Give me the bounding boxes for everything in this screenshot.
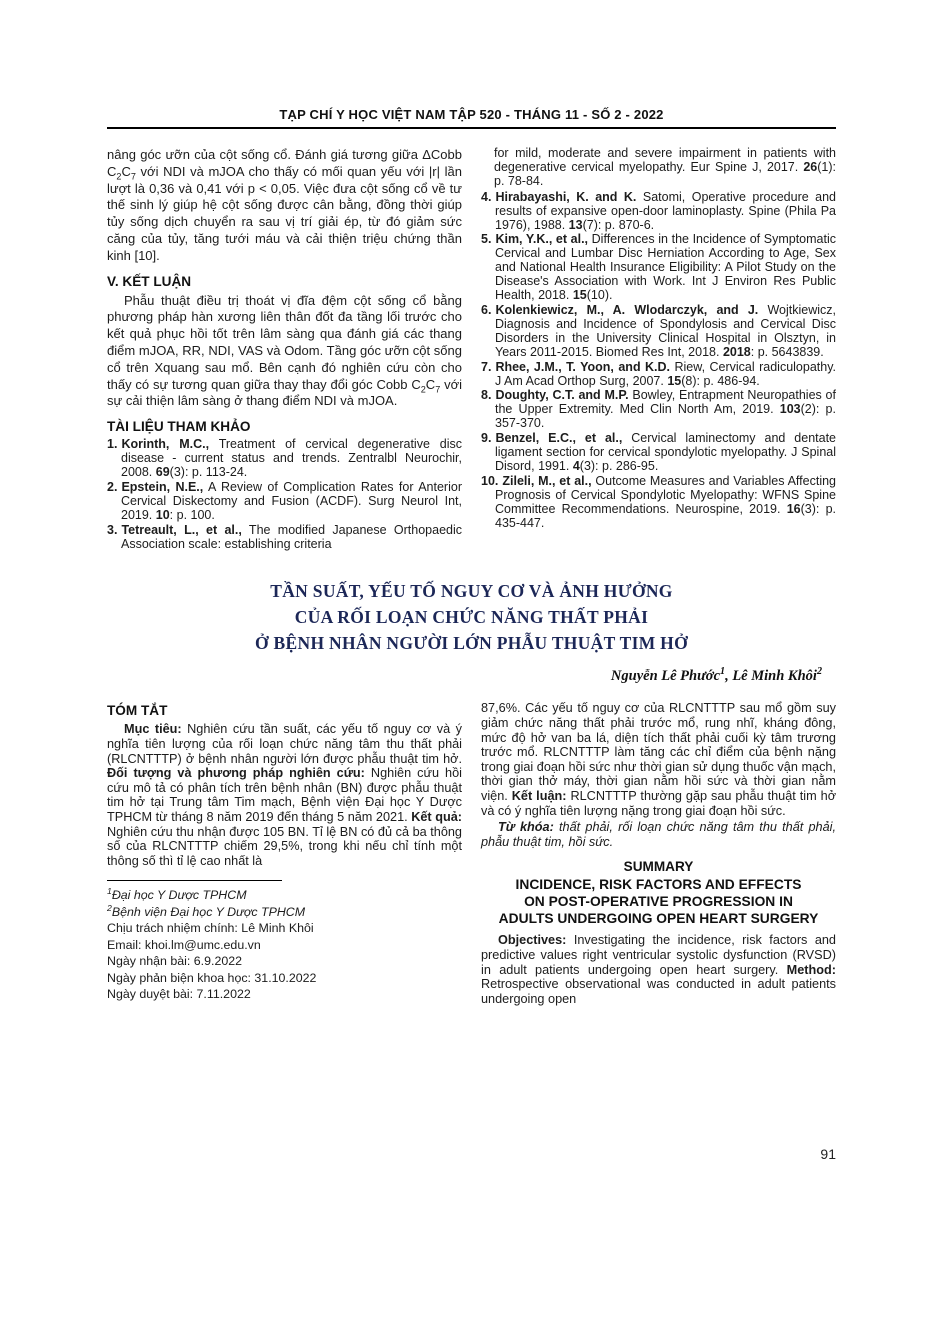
text-segment: với sự cải thiện lâm sàng ở thang điểm NDI và mJOA. — [107, 376, 462, 409]
text-segment: Nghiên cứu thu nhận được 105 BN. Tỉ lệ BN có đủ cả ba thông số của RLCNTTTP chiếm 29,5%, trong khi nếu chỉ tính một thông số thì tỉ lệ cao nhất là — [107, 824, 462, 868]
title-line: INCIDENCE, RISK FACTORS AND EFFECTS — [515, 877, 802, 893]
reference-number: 5. — [481, 232, 492, 247]
reference-text — [495, 388, 836, 430]
top-right-column — [481, 147, 836, 552]
summary-heading: SUMMARY — [623, 859, 694, 875]
journal-header — [107, 107, 836, 129]
reference-number: 2. — [107, 479, 118, 494]
text-segment: Investigating the incidence, risk factors and predictive values right ventricular systolic dysfunction (RVSD) in adult patients undergoing open heart surgery. — [481, 933, 836, 977]
footnote-block — [107, 880, 462, 1003]
reference-text — [495, 474, 836, 530]
text-segment: Tetreault, L., et al., — [121, 522, 242, 537]
text-segment: Outcome Measures and Variables Affecting Prognosis of Cervical Spondylotic Myelopathy: WFNS Spine Committee Recommendations. Neurospine, 2019. — [495, 473, 836, 516]
text-segment: C — [425, 376, 436, 392]
text-segment: thất phải, rối loạn chức năng tâm thu thất phải, phẫu thuật tim, hồi sức. — [481, 820, 837, 849]
reference-number: 9. — [481, 431, 492, 446]
text-segment: Epstein, N.E., — [121, 479, 204, 494]
text-segment: nâng góc ưỡn của cột sống cổ. Đánh giá tương giữa ΔCobb C — [107, 147, 462, 179]
text-segment: 103 — [779, 402, 801, 417]
title-line: Ở BỆNH NHÂN NGƯỜI LỚN PHẪU THUẬT TIM HỞ — [254, 633, 689, 654]
continuation-paragraph — [107, 147, 462, 265]
superscript: 2 — [107, 902, 112, 913]
text-segment: Satomi, Operative procedure and results of expansive open-door laminoplasty. Spine (Phila Pa 1976), 1988. — [495, 189, 837, 232]
reference-item — [481, 389, 836, 431]
text-segment: 15 — [667, 373, 682, 388]
journal-header-text: TẠP CHÍ Y HỌC VIỆT NAM TẬP 520 - THÁNG 11 - SỐ 2 - 2022 — [279, 107, 664, 122]
reference-item — [481, 361, 836, 389]
reference-item — [107, 524, 462, 552]
title-line: CỦA RỐI LOẠN CHỨC NĂNG THẤT PHẢI — [294, 607, 649, 628]
reference-item — [481, 304, 836, 360]
text-segment: (10). — [586, 288, 613, 303]
bottom-left-column — [107, 701, 462, 1006]
text-segment: Hirabayashi, K. and K. — [495, 189, 637, 204]
text-segment: Wojtkiewicz, Diagnosis and Incidence of Spondylosis and Cervical Disc Disorders in the University Clinical Hospital in Olsztyn, in Years 2011-2015. Biomed Res Int, 2018. — [495, 302, 836, 359]
article-body-section — [107, 701, 836, 1006]
reference-text — [495, 190, 836, 232]
text-segment: Kết quả: — [411, 809, 462, 824]
text-segment: Zileli, M., et al., — [502, 473, 592, 488]
superscript: 1 — [720, 666, 726, 678]
text-segment: Objectives: — [498, 933, 567, 948]
text-segment: Từ khóa: — [498, 820, 554, 835]
reference-text — [495, 232, 836, 302]
subscript: 7 — [130, 171, 136, 182]
text-segment: : p. 100. — [169, 507, 215, 522]
text-segment: 26 — [803, 159, 818, 174]
text-segment: (3): p. 286-95. — [579, 458, 659, 473]
reference-text — [121, 523, 462, 551]
text-segment: Nguyễn Lê Phước — [610, 668, 721, 685]
text-segment: (1): p. 78-84. — [494, 159, 836, 188]
summary-title — [481, 876, 836, 927]
reference-number: 4. — [481, 189, 492, 204]
reference-continuation — [481, 147, 836, 189]
reference-list-left — [107, 438, 462, 551]
email-line: Email: khoi.lm@umc.edu.vn — [107, 937, 261, 952]
text-segment: 16 — [786, 501, 801, 516]
reference-item — [481, 475, 836, 531]
top-section — [107, 147, 836, 552]
reference-item — [107, 438, 462, 480]
conclusion-paragraph — [107, 293, 462, 411]
text-segment: (7): p. 870-6. — [582, 217, 655, 232]
text-segment: Differences in the Incidence of Symptomatic Cervical and Lumbar Disc Herniation According to Age, Sex and National Health Insurance Eligibility: A Pilot Study on the Disease's Association with Work. Int J Environ Res Public Health, 2018. — [495, 232, 836, 303]
text-segment: Nghiên cứu tần suất, các yếu tố nguy cơ và ý nghĩa tiên lượng của rối loạn chức năng tâm thu thất phải (RLCNTTTP) ở bệnh nhân người lớn được phẫu thuật tim hở. — [107, 722, 463, 766]
text-segment: Rhee, J.M., T. Yoon, and K.D. — [495, 359, 671, 374]
reference-item — [481, 191, 836, 233]
received-date-line: Ngày nhận bài: 6.9.2022 — [107, 954, 243, 969]
text-segment: Kolenkiewicz, M., A. Wlodarczyk, and J. — [495, 302, 759, 317]
text-segment: 87,6%. Các yếu tố nguy cơ của RLCNTTTP sau mổ gồm suy giảm chức năng thất phải trước mổ, rung nhĩ, kháng đông, mức độ hở van ba lá, diện tích thất phải cuối kỳ tâm trương trước mổ. RLCNTTTP làm tăng các chỉ điểm của bệnh nặng trong giai đoạn hồi sức như thời gian sử dụng thuốc vận mạch, thời gian thở máy, thời gian nằm hồi sức và thời gian nằm viện. — [481, 701, 836, 803]
text-segment: Kết luận: — [511, 788, 567, 803]
text-segment: Đại học Y Dược TPHCM — [111, 888, 247, 903]
reference-text — [121, 437, 462, 479]
corresponding-author-line: Chịu trách nhiệm chính: Lê Minh Khôi — [107, 921, 314, 936]
affiliation-2 — [107, 904, 462, 921]
text-segment: Nghiên cứu hồi cứu mô tả có phân tích trên bệnh nhân (BN) được phẫu thuật tim hở tại Trung tâm Tim mạch, Bệnh viện Đại học Y Dược TPHCM từ tháng 8 năm 2019 đến tháng 5 năm 2021. — [107, 766, 462, 824]
reference-text — [495, 303, 836, 359]
reviewed-date-line: Ngày phản biện khoa học: 31.10.2022 — [107, 970, 317, 985]
text-segment: Kim, Y.K., et al., — [495, 232, 589, 247]
conclusion-heading: V. KẾT LUẬN — [107, 273, 192, 289]
text-segment: (3): p. 113-24. — [169, 464, 248, 479]
text-segment: Phẫu thuật điều trị thoát vị đĩa đệm cột sống cổ bằng phương pháp hàn xương liên thân đốt đa tầng lối trước cho kết quả phục hồi tốt trên lâm sàng qua đánh giá các thang điểm mJOA, RR, NDI, VAS và Odom. Tầng góc ưỡn cột sống cổ trên Xquang sau mổ. Bên cạnh đó nghiên cứu còn cho thấy có sự tương quan giữa thay thay đổi góc Cobb C — [107, 292, 462, 392]
reference-item — [481, 432, 836, 474]
reference-text — [121, 480, 462, 522]
affiliation-1 — [107, 887, 462, 904]
reference-item — [107, 481, 462, 523]
title-line: ON POST-OPERATIVE PROGRESSION IN — [524, 894, 793, 910]
superscript: 2 — [816, 666, 822, 678]
text-segment: 15 — [572, 288, 587, 303]
text-segment: Retrospective observational was conducted in adult patients undergoing open — [481, 977, 836, 1006]
subscript: 2 — [116, 171, 122, 182]
text-segment: RLCNTTTP thường gặp sau phẫu thuật tim hở và có ý nghĩa tiên lượng nặng trong giai đoạn hồi sức. — [481, 788, 837, 818]
text-segment: for mild, moderate and severe impairment in patients with degenerative cervical myelopathy. Eur Spine J, 2017. — [494, 146, 836, 174]
text-segment: Bệnh viện Đại học Y Dược TPHCM — [111, 904, 306, 919]
page-number: 91 — [820, 1146, 836, 1162]
summary-paragraph — [481, 933, 836, 1006]
reference-number: 8. — [481, 388, 492, 403]
text-segment: Riew, Cervical radiculopathy. J Am Acad Orthop Surg, 2007. — [495, 359, 836, 388]
reference-number: 10. — [481, 473, 499, 488]
text-segment: 13 — [568, 217, 583, 232]
title-line: ADULTS UNDERGOING OPEN HEART SURGERY — [498, 911, 819, 927]
reference-number: 6. — [481, 302, 492, 317]
text-segment: 10 — [155, 507, 170, 522]
text-segment: 2018 — [722, 344, 751, 359]
text-segment: (2): p. 357-370. — [495, 402, 836, 431]
text-segment: A Review of Complication Rates for Anterior Cervical Diskectomy and Fusion (ACDF). Surg Neurol Int, 2019. — [121, 479, 462, 522]
page-content — [107, 107, 836, 1006]
text-segment: với NDI và mJOA cho thấy có mối quan yếu với |r| lần lượt là 0,36 và 0,41 với p < 0,05. Việc đưa cột sống cổ về tư thế sinh lý giúp hệ cột sống được cân bằng, đồng thời giúp tủy sống dịch chuyển ra sau vị trí giải ép, từ đó giảm sức căng của tủy, tăng tưới máu và cải thiện triệu chứng thần kinh [10]. — [107, 163, 462, 263]
subscript: 7 — [435, 384, 441, 395]
footnote-divider — [107, 880, 282, 881]
text-segment: C — [121, 163, 131, 179]
text-segment: 69 — [155, 464, 170, 479]
author-line — [107, 668, 836, 685]
keywords-line — [481, 820, 836, 849]
reference-list-right — [481, 191, 836, 531]
text-segment: , Lê Minh Khôi — [725, 668, 817, 685]
reference-item — [481, 233, 836, 303]
article-title — [107, 578, 836, 656]
accepted-date-line: Ngày duyệt bài: 7.11.2022 — [107, 987, 251, 1002]
text-segment: Benzel, E.C., et al., — [495, 431, 623, 446]
text-segment: Cervical laminectomy and dentate ligament section for cervical spondylotic myelopathy. J Spinal Disord, 1991. — [495, 431, 836, 473]
text-segment: (3): p. 435-447. — [495, 501, 836, 530]
text-segment: Mục tiêu: — [124, 722, 182, 737]
reference-text — [495, 431, 836, 473]
text-segment: 4 — [572, 458, 580, 473]
reference-number: 7. — [481, 359, 492, 374]
text-segment: Korinth, M.C., — [121, 437, 210, 452]
text-segment: The modified Japanese Orthopaedic Association scale: establishing criteria — [121, 522, 462, 551]
text-segment: Method: — [786, 962, 836, 977]
subscript: 2 — [420, 384, 426, 395]
text-segment: Doughty, C.T. and M.P. — [495, 388, 629, 403]
reference-number: 3. — [107, 522, 118, 537]
text-segment: Đối tượng và phương pháp nghiên cứu: — [107, 766, 365, 781]
abstract-heading: TÓM TẮT — [107, 703, 168, 719]
text-segment: (8): p. 486-94. — [681, 373, 760, 388]
reference-text — [495, 360, 836, 388]
text-segment: : p. 5643839. — [750, 344, 824, 359]
top-left-column — [107, 147, 462, 552]
text-segment: Bowley, Entrapment Neuropathies of the Upper Extremity. Med Clin North Am, 2019. — [495, 388, 836, 417]
abstract-paragraph-right — [481, 701, 836, 818]
superscript: 1 — [107, 886, 112, 897]
text-segment: Treatment of cervical degenerative disc disease - current status and trends. Zentralbl Neurochir, 2008. — [121, 437, 462, 479]
references-heading: TÀI LIỆU THAM KHẢO — [107, 419, 251, 435]
abstract-paragraph-left — [107, 722, 462, 868]
reference-number: 1. — [107, 437, 118, 452]
title-line: TẦN SUẤT, YẾU TỐ NGUY CƠ VÀ ẢNH HƯỞNG — [270, 581, 673, 602]
bottom-right-column — [481, 701, 836, 1006]
